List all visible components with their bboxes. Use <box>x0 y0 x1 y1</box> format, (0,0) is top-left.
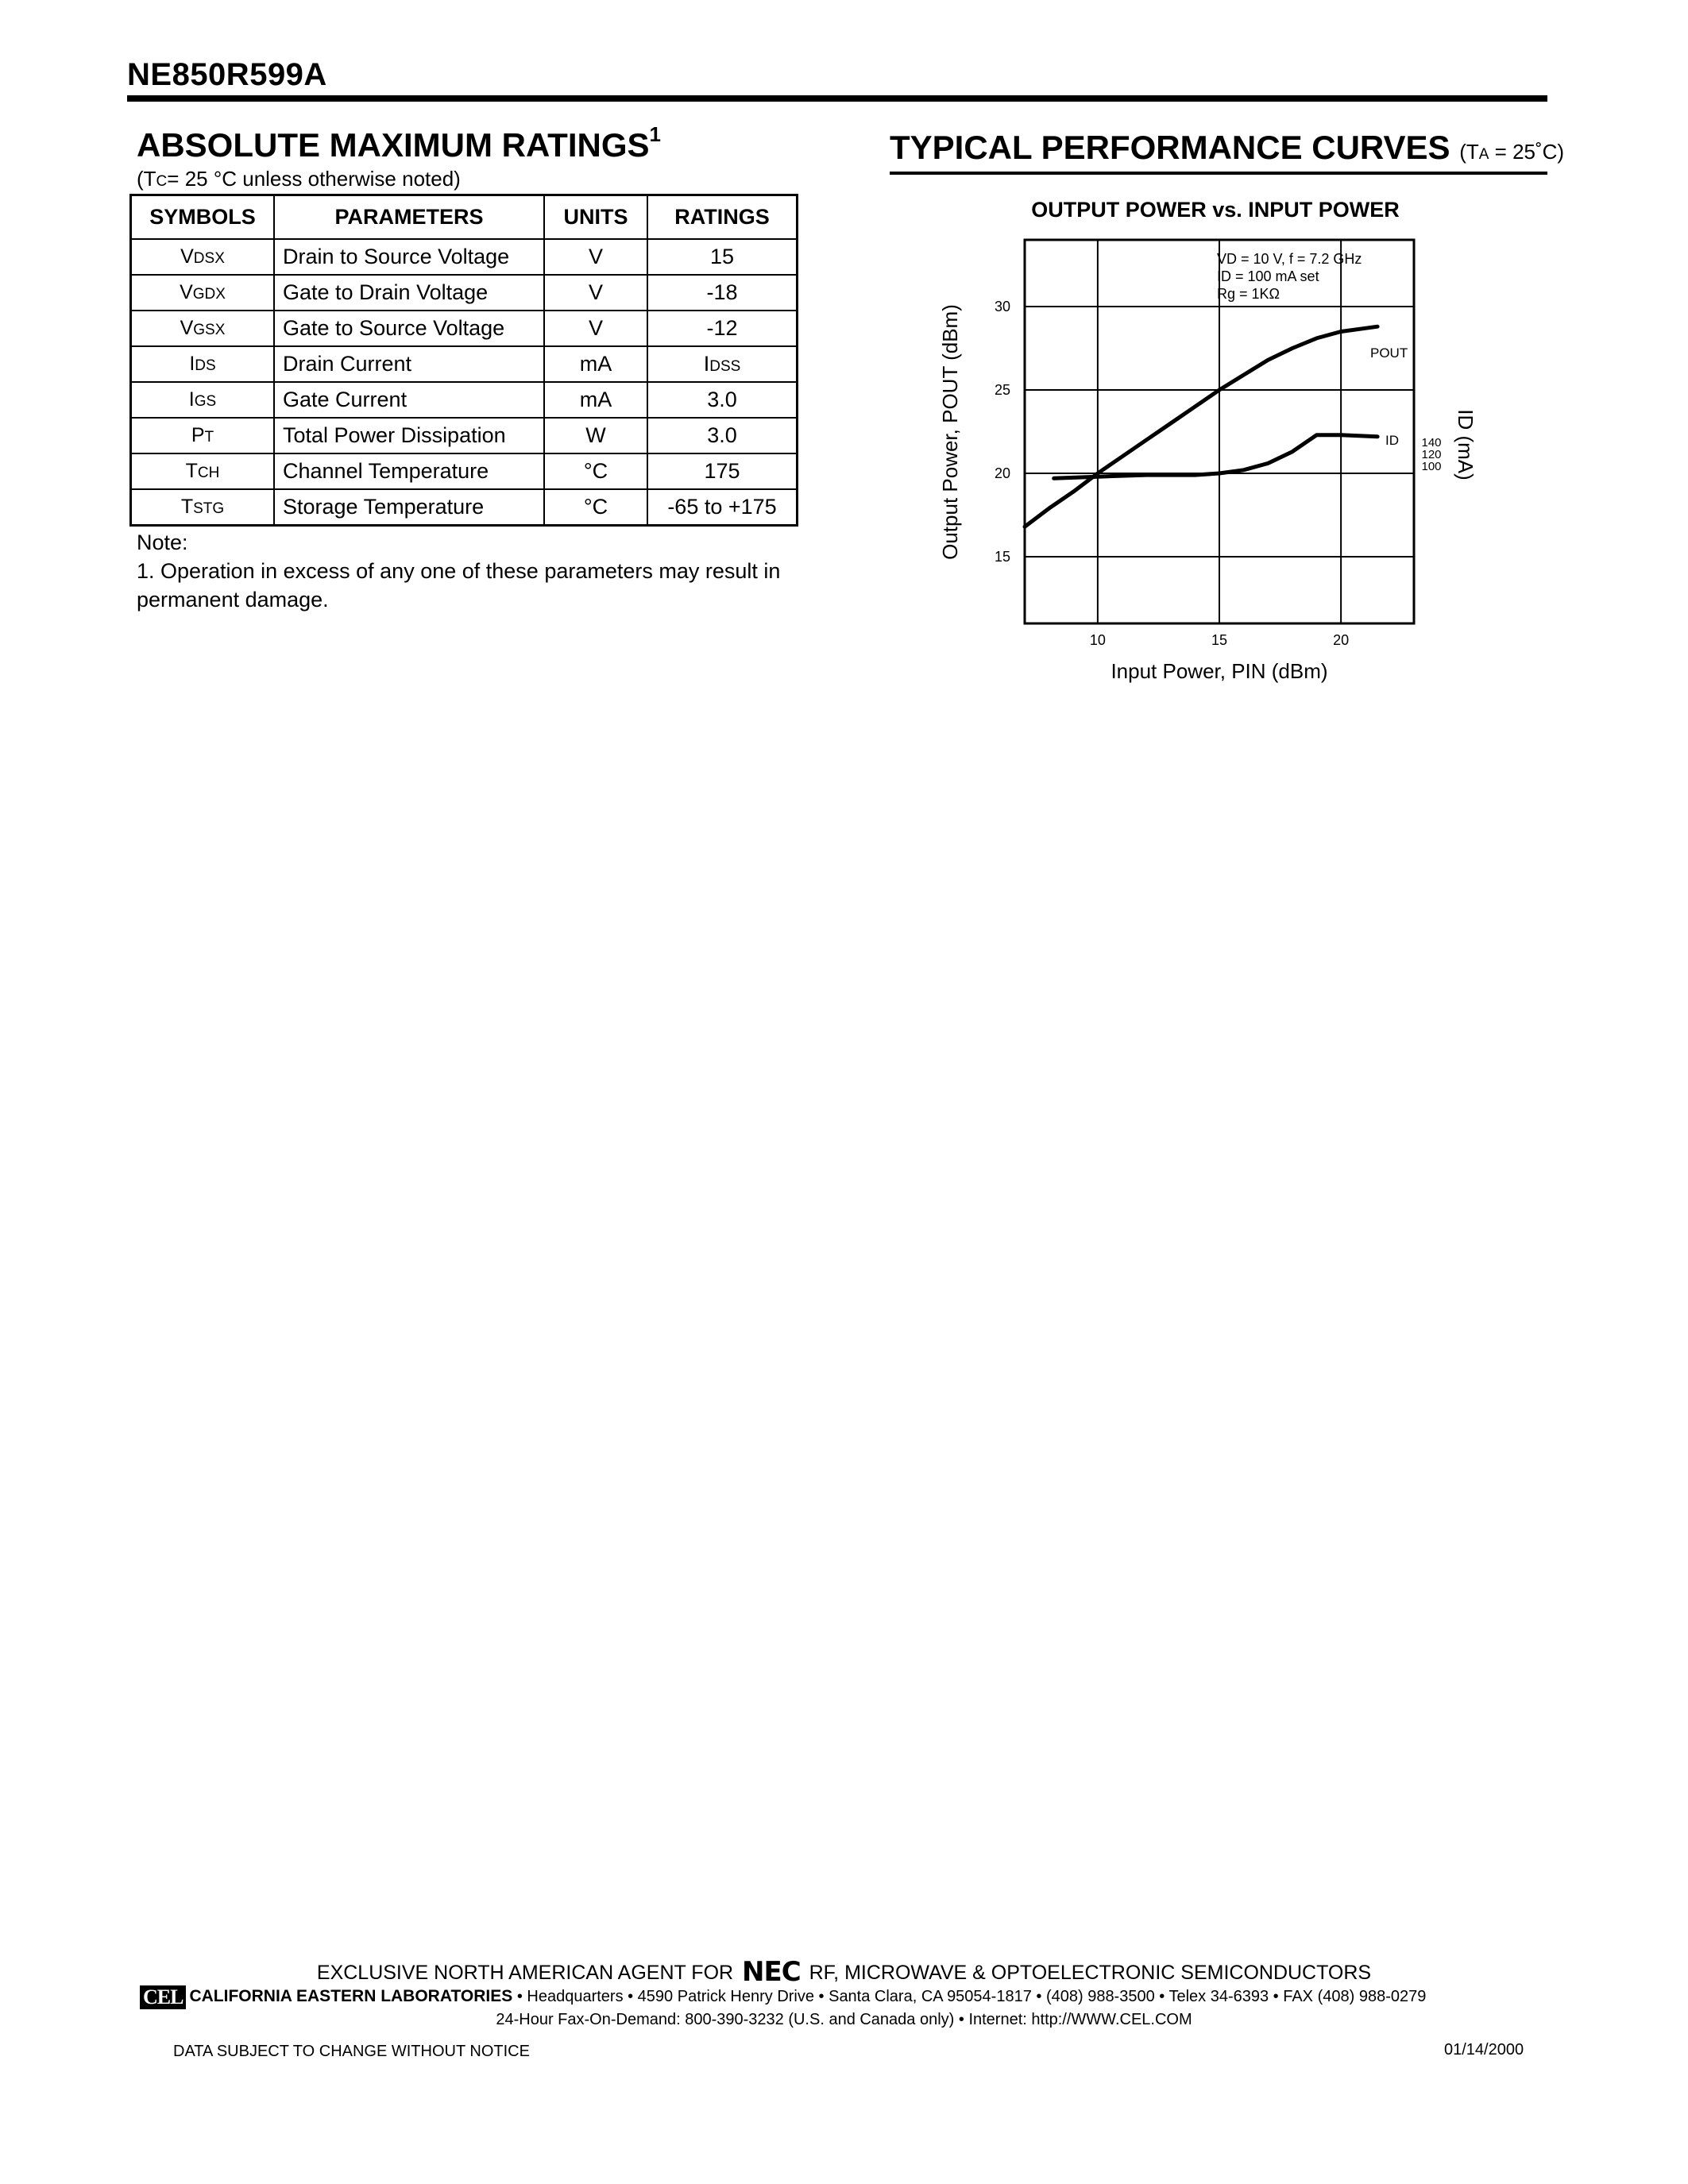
rating-cell <box>647 275 798 311</box>
col-header-units: UNITS <box>544 195 647 240</box>
unit-cell: V <box>544 275 647 311</box>
ratings-row <box>131 239 798 275</box>
ratings-row <box>131 453 798 489</box>
symbol-sub: GSX <box>193 322 226 338</box>
x-tick-label: 15 <box>1211 632 1228 648</box>
unit-cell: V <box>544 311 647 346</box>
unit-cell: V <box>544 239 647 275</box>
ratings-table <box>129 194 798 527</box>
y2-tick-label: 100 <box>1421 459 1442 473</box>
tpc-rule <box>890 172 1547 175</box>
series-label-pout: POUT <box>1370 345 1408 361</box>
symbol-sub: DS <box>195 357 216 374</box>
condition-1: VD = 10 V, f = 7.2 GHz <box>1217 251 1362 267</box>
ratings-row <box>131 346 798 382</box>
chart-series <box>1025 326 1377 527</box>
parameter-cell: Gate Current <box>274 382 544 418</box>
symbol-sub: GDX <box>192 286 226 303</box>
ratings-row <box>131 311 798 346</box>
symbol-cell <box>131 418 275 453</box>
unit-cell: W <box>544 418 647 453</box>
part-number-title: NE850R599A <box>127 57 327 92</box>
series-label-id: ID <box>1385 433 1399 448</box>
note-text: 1. Operation in excess of any one of these parameters may result in permanent damage. <box>137 559 781 612</box>
company-name: CALIFORNIA EASTERN LABORATORIES <box>189 1987 513 2005</box>
chart-title: OUTPUT POWER vs. INPUT POWER <box>1031 198 1400 222</box>
symbol-sub: DSX <box>193 250 225 267</box>
company-address: • Headquarters • 4590 Patrick Henry Drive • Santa Clara, CA 95054-1817 • (408) 988-3500 • Telex 34-6393 • FAX (408) 988-0279 <box>512 1988 1427 2005</box>
parameter-cell: Storage Temperature <box>274 489 544 526</box>
rating-cell <box>647 239 798 275</box>
symbol-cell <box>131 275 275 311</box>
unit-cell: mA <box>544 382 647 418</box>
parameter-cell: Drain to Source Voltage <box>274 239 544 275</box>
parameter-cell: Gate to Drain Voltage <box>274 275 544 311</box>
rating-main: -18 <box>706 280 738 304</box>
symbol-cell <box>131 453 275 489</box>
note-label: Note: <box>137 531 188 554</box>
series-line-pout <box>1025 326 1377 527</box>
ratings-row <box>131 489 798 526</box>
unit-cell: °C <box>544 453 647 489</box>
condition-3: Rg = 1KΩ <box>1217 286 1280 302</box>
symbol-main: I <box>189 353 195 375</box>
x-tick-label: 20 <box>1333 632 1350 648</box>
symbol-sub: T <box>204 429 214 446</box>
footer-disclaimer: DATA SUBJECT TO CHANGE WITHOUT NOTICE <box>173 2043 530 2060</box>
y2-tick-label: 120 <box>1421 447 1442 461</box>
rating-main: -65 to +175 <box>667 495 777 519</box>
condition-2: ID = 100 mA set <box>1217 268 1319 284</box>
symbol-cell <box>131 489 275 526</box>
amr-title-footnote: 1 <box>649 122 661 146</box>
tpc-title <box>890 129 1564 167</box>
ratings-row <box>131 418 798 453</box>
symbol-sub: CH <box>197 465 220 481</box>
symbol-main: V <box>180 281 193 303</box>
symbol-main: T <box>185 460 198 482</box>
amr-title-text: ABSOLUTE MAXIMUM RATINGS <box>137 126 650 164</box>
header-rule <box>127 95 1547 102</box>
tpc-cond-post: = 25˚C) <box>1489 140 1565 164</box>
amr-title <box>137 122 661 164</box>
footer-date: 01/14/2000 <box>1444 2041 1524 2059</box>
y2-axis-label: ID (mA) <box>1454 409 1477 480</box>
rating-cell <box>647 418 798 453</box>
ratings-row <box>131 275 798 311</box>
symbol-sub: STG <box>193 500 225 517</box>
footer-company-line <box>140 1985 1426 2009</box>
symbol-cell <box>131 382 275 418</box>
rating-main: 175 <box>704 459 740 483</box>
y-tick-label: 15 <box>994 549 1010 565</box>
rating-cell <box>647 382 798 418</box>
symbol-main: P <box>191 424 205 446</box>
parameter-cell: Total Power Dissipation <box>274 418 544 453</box>
ratings-row <box>131 382 798 418</box>
x-tick-label: 10 <box>1089 632 1106 648</box>
amr-subtitle-pre: (T <box>137 167 156 191</box>
output-vs-input-power-chart <box>914 191 1549 715</box>
nec-logo: NEC <box>742 1956 801 1988</box>
rating-cell <box>647 453 798 489</box>
footer-agent-line <box>0 1956 1688 1988</box>
y2-tick-label: 140 <box>1421 435 1442 450</box>
tpc-condition <box>1459 140 1564 164</box>
rating-sub: DSS <box>709 358 741 375</box>
unit-cell: mA <box>544 346 647 382</box>
tpc-cond-pre: (T <box>1459 140 1479 164</box>
amr-subtitle <box>137 167 461 191</box>
chart-conditions <box>1217 251 1362 302</box>
tpc-title-text: TYPICAL PERFORMANCE CURVES <box>890 129 1450 166</box>
rating-main: -12 <box>706 316 738 340</box>
rating-cell <box>647 311 798 346</box>
col-header-parameters: PARAMETERS <box>274 195 544 240</box>
ratings-header-row <box>131 195 798 240</box>
rating-main: 3.0 <box>707 388 737 411</box>
symbol-cell <box>131 239 275 275</box>
cel-logo: CEL <box>140 1985 186 2009</box>
symbol-main: V <box>180 245 194 268</box>
amr-subtitle-post: = 25 °C unless otherwise noted) <box>167 167 461 191</box>
rating-main: 3.0 <box>707 423 737 447</box>
symbol-sub: GS <box>194 393 217 410</box>
x-axis-label: Input Power, PIN (dBm) <box>1111 659 1328 683</box>
symbol-cell <box>131 346 275 382</box>
tpc-cond-sub: A <box>1478 146 1489 163</box>
col-header-symbols: SYMBOLS <box>131 195 275 240</box>
ratings-body <box>131 239 798 526</box>
footer-agent-post: RF, MICROWAVE & OPTOELECTRONIC SEMICONDUCTORS <box>809 1962 1372 1984</box>
rating-main: I <box>703 352 710 376</box>
rating-main: 15 <box>709 245 735 268</box>
symbol-main: T <box>180 496 194 518</box>
symbol-main: V <box>180 317 194 339</box>
symbol-cell <box>131 311 275 346</box>
y-tick-label: 25 <box>994 382 1010 398</box>
y-tick-label: 30 <box>994 299 1010 314</box>
y-tick-labels <box>995 299 1010 565</box>
col-header-ratings: RATINGS <box>647 195 798 240</box>
parameter-cell: Drain Current <box>274 346 544 382</box>
rating-cell <box>647 489 798 526</box>
parameter-cell: Gate to Source Voltage <box>274 311 544 346</box>
symbol-main: I <box>188 388 195 411</box>
y-tick-label: 20 <box>994 465 1010 481</box>
amr-subtitle-sub: C <box>156 173 168 190</box>
unit-cell: °C <box>544 489 647 526</box>
note <box>137 528 820 614</box>
footer-fax-line: 24-Hour Fax-On-Demand: 800-390-3232 (U.S. and Canada only) • Internet: http://WWW.CEL.COM <box>496 2011 1192 2028</box>
footer-agent-pre: EXCLUSIVE NORTH AMERICAN AGENT FOR <box>316 1962 734 1984</box>
y2-tick-labels <box>1421 436 1441 473</box>
x-tick-labels <box>1090 632 1349 648</box>
y-axis-label: Output Power, POUT (dBm) <box>938 304 962 560</box>
parameter-cell: Channel Temperature <box>274 453 544 489</box>
rating-cell <box>647 346 798 382</box>
